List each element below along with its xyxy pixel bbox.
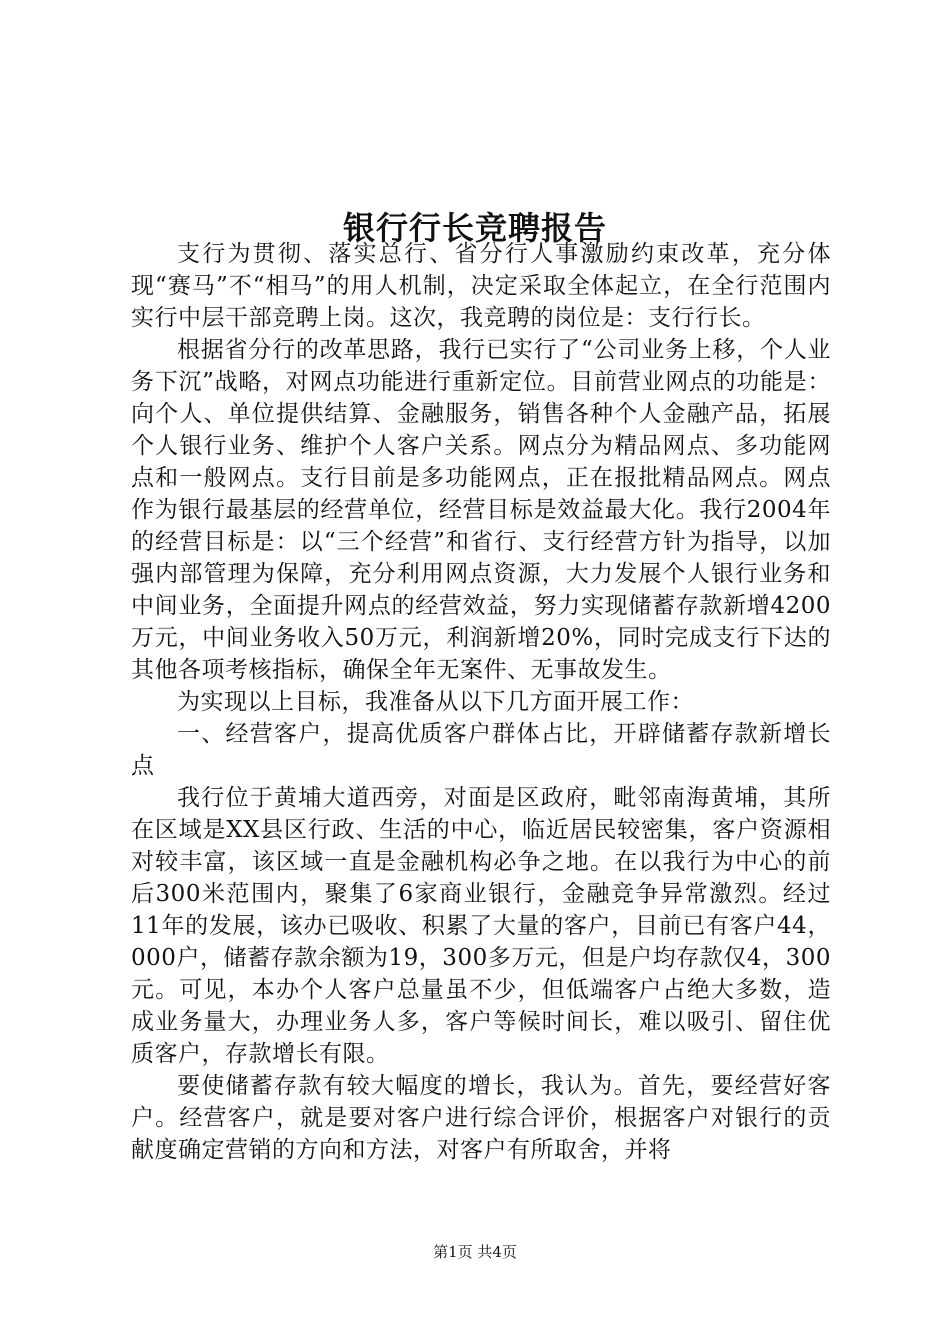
document-title: 银行行长竞聘报告 [342,209,607,248]
paragraph-5: 要使储蓄存款有较大幅度的增长，我认为。首先，要经营好客户。经营客户，就是要对客户进行综合评价，根据客户对银行的贡献度确定营销的方向和方法，对客户有所取舍，并将 [131,1073,831,1163]
document-body [131,238,831,1166]
page-footer: 第1页 共4页 [433,1243,517,1261]
paragraph-1: 支行为贯彻、落实总行、省分行人事激励约束改革，充分体现“赛马”不“相马”的用人机制，决定采取全体起立，在全行范围内实行中层干部竞聘上岗。这次，我竞聘的岗位是：支行行长。 [131,241,831,331]
paragraph-4: 我行位于黄埔大道西旁，对面是区政府，毗邻南海黄埔，其所在区域是XX县区行政、生活的中心，临近居民较密集，客户资源相对较丰富，该区域一直是金融机构必争之地。在以我行为中心的前后300米范围内，聚集了6家商业银行，金融竞争异常激烈。经过11年的发展，该办已吸收、积累了大量的客户，目前已有客户44，000户，储蓄存款余额为19，300多万元，但是户均存款仅4，300元。可见，本办个人客户总量虽不少，但低端客户占绝大多数，造成业务量大，办理业务人多，客户等候时间长，难以吸引、留住优质客户，存款增长有限。 [131,785,831,1067]
paragraph-3: 为实现以上目标，我准备从以下几方面开展工作： [177,689,694,715]
paragraph-2: 根据省分行的改革思路，我行已实行了“公司业务上移，个人业务下沉”战略，对网点功能进行重新定位。目前营业网点的功能是：向个人、单位提供结算、金融服务，销售各种个人金融产品，拓展个人银行业务、维护个人客户关系。网点分为精品网点、多功能网点和一般网点。支行目前是多功能网点，正在报批精品网点。网点作为银行最基层的经营单位，经营目标是效益最大化。我行2004年的经营目标是：以“三个经营”和省行、支行经营方针为指导，以加强内部管理为保障，充分利用网点资源，大力发展个人银行业务和中间业务，全面提升网点的经营效益，努力实现储蓄存款新增4200万元，中间业务收入50万元，利润新增20%，同时完成支行下达的其他各项考核指标，确保全年无案件、无事故发生。 [131,337,831,683]
section-heading-1: 一、经营客户，提高优质客户群体占比，开辟储蓄存款新增长点 [131,721,831,779]
